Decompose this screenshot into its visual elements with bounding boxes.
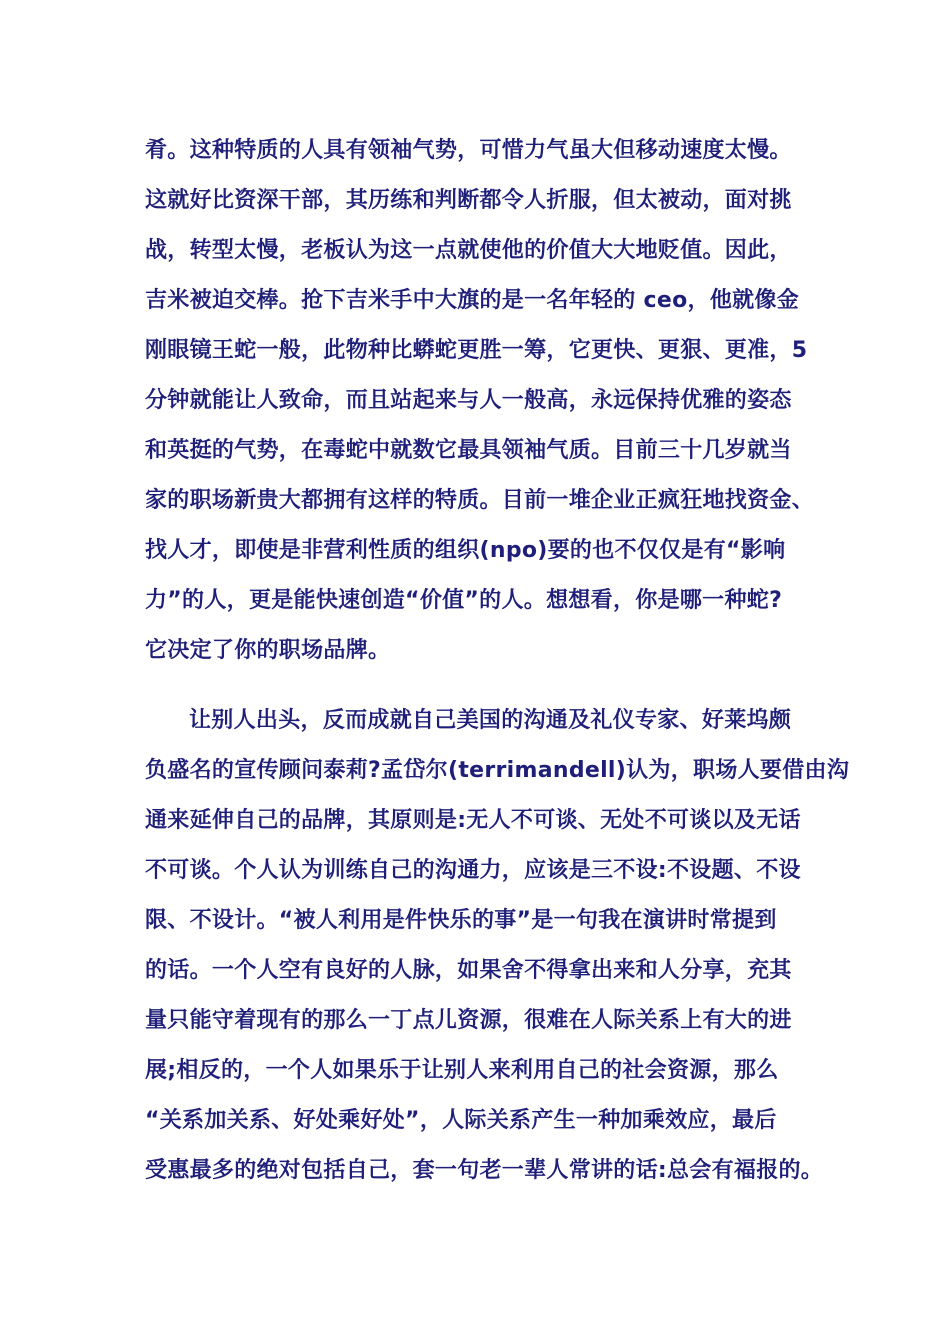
- text-line: 通来延伸自己的品牌，其原则是:无人不可谈、无处不可谈以及无话: [145, 808, 801, 833]
- text-line: 限、不设计。“被人利用是件快乐的事”是一句我在演讲时常提到: [145, 908, 777, 933]
- text-line: 吉米被迫交棒。抢下吉米手中大旗的是一名年轻的 ceo，他就像金: [145, 288, 800, 313]
- text-line: 它决定了你的职场品牌。: [145, 638, 391, 663]
- text-line: 受惠最多的绝对包括自己，套一句老一辈人常讲的话:总会有福报的。: [145, 1158, 824, 1183]
- text-line: 刚眼镜王蛇一般，此物种比蟒蛇更胜一筹，它更快、更狠、更准，5: [145, 338, 808, 363]
- text-line: 量只能守着现有的那么一丁点儿资源，很难在人际关系上有大的进: [145, 1008, 792, 1033]
- text-line: 力”的人，更是能快速创造“价值”的人。想想看，你是哪一种蛇?: [145, 588, 783, 613]
- paragraph-2: [145, 696, 850, 1196]
- text-line: 战，转型太慢，老板认为这一点就使他的价值大大地贬值。因此，: [145, 238, 792, 263]
- text-line: 让别人出头，反而成就自己美国的沟通及礼仪专家、好莱坞颇: [189, 708, 792, 733]
- text-line: 肴。这种特质的人具有领袖气势，可惜力气虽大但移动速度太慢。: [145, 138, 792, 163]
- text-line: 不可谈。个人认为训练自己的沟通力，应该是三不设:不设题、不设: [145, 858, 801, 883]
- text-line: 和英挺的气势，在毒蛇中就数它最具领袖气质。目前三十几岁就当: [145, 438, 792, 463]
- text-line: 负盛名的宣传顾问泰莉?孟岱尔(terrimandell)认为，职场人要借由沟: [145, 758, 850, 783]
- text-line: 家的职场新贵大都拥有这样的特质。目前一堆企业正疯狂地找资金、: [145, 488, 815, 513]
- text-line: 分钟就能让人致命，而且站起来与人一般高，永远保持优雅的姿态: [145, 388, 792, 413]
- text-line: “关系加关系、好处乘好处”，人际关系产生一种加乘效应，最后: [145, 1108, 777, 1133]
- text-line: 的话。一个人空有良好的人脉，如果舍不得拿出来和人分享，充其: [145, 958, 792, 983]
- text-line: 这就好比资深干部，其历练和判断都令人折服，但太被动，面对挑: [145, 188, 792, 213]
- text-line: 找人才，即使是非营利性质的组织(npo)要的也不仅仅是有“影响: [145, 538, 786, 563]
- paragraph-1: [145, 126, 825, 676]
- text-line: 展;相反的，一个人如果乐于让别人来利用自己的社会资源，那么: [145, 1058, 779, 1083]
